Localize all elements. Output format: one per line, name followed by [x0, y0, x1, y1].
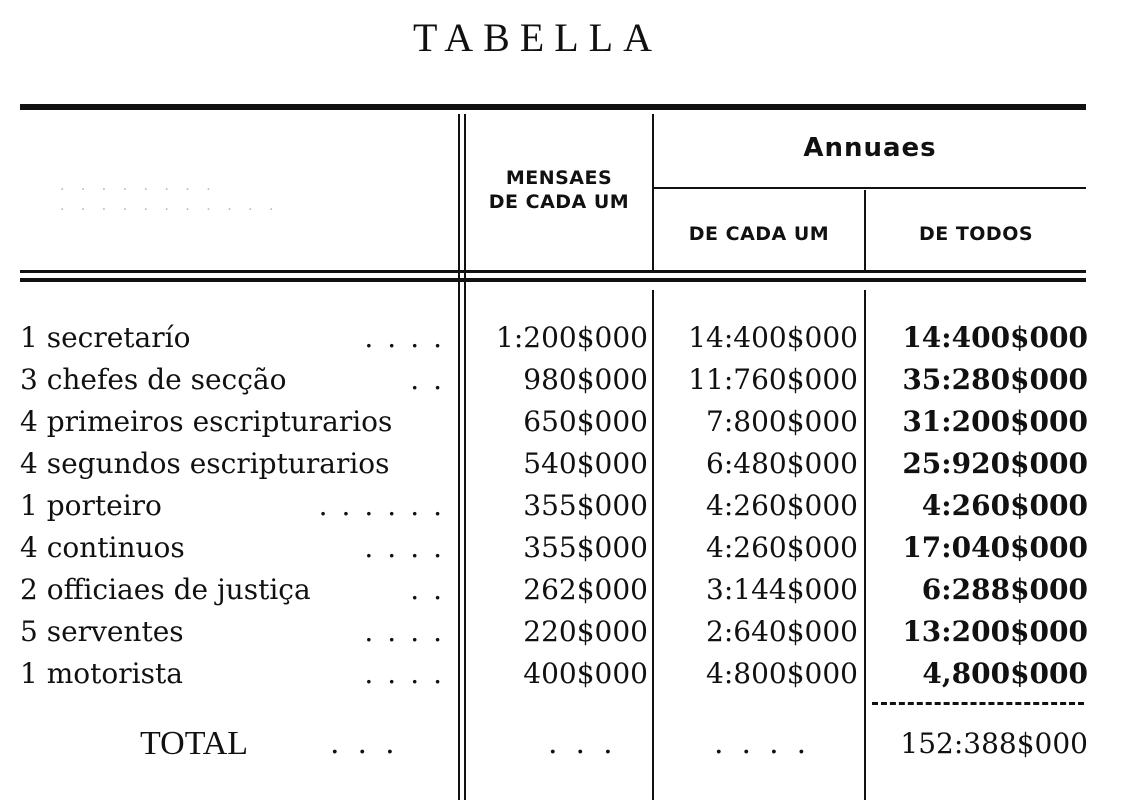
row-name-text: 1 porteiro — [20, 490, 162, 522]
annuaes-rule — [654, 187, 1086, 189]
row-mensal: 355$000 — [523, 490, 648, 522]
row-name — [20, 364, 456, 396]
row-annual-each: 11:760$000 — [688, 364, 858, 396]
row-mensal: 1:200$000 — [496, 322, 648, 354]
leader-dots: ...... — [318, 490, 456, 522]
row-name-text: 1 motorista — [20, 658, 183, 690]
row-name — [20, 490, 456, 522]
row-annual-all: 31:200$000 — [902, 406, 1088, 438]
table-row — [0, 616, 1133, 648]
leader-dots: .... — [364, 322, 456, 354]
row-name-text: 4 primeiros escripturarios — [20, 406, 393, 438]
row-annual-all: 17:040$000 — [902, 532, 1088, 564]
row-mensal: 540$000 — [523, 448, 648, 480]
row-annual-all: 13:200$000 — [902, 616, 1088, 648]
table-row — [0, 364, 1133, 396]
header-rule-2 — [20, 278, 1086, 282]
row-name — [20, 658, 456, 690]
row-mensal: 220$000 — [523, 616, 648, 648]
row-name-text: 3 chefes de secção — [20, 364, 287, 396]
total-leader-dots-annual: .... — [714, 726, 825, 761]
row-annual-all: 25:920$000 — [902, 448, 1088, 480]
row-annual-each: 4:800$000 — [706, 658, 858, 690]
table-row — [0, 574, 1133, 606]
row-annual-each: 6:480$000 — [706, 448, 858, 480]
row-mensal: 355$000 — [523, 532, 648, 564]
row-annual-all: 4:260$000 — [921, 490, 1088, 522]
row-annual-all: 6:288$000 — [921, 574, 1088, 606]
table-row — [0, 406, 1133, 438]
row-name — [20, 574, 456, 606]
leader-dots: .... — [364, 532, 456, 564]
total-leader-dots: ... — [330, 726, 413, 761]
table-row — [0, 490, 1133, 522]
row-annual-all: 14:400$000 — [902, 322, 1088, 354]
row-name — [20, 448, 456, 480]
header-mensaes-line2: DE CADA UM — [488, 191, 630, 213]
total-dashed-rule — [872, 702, 1084, 705]
table-row — [0, 322, 1133, 354]
row-annual-each: 4:260$000 — [706, 532, 858, 564]
row-name-text: 5 serventes — [20, 616, 184, 648]
header-mensaes-line1: MENSAES — [505, 167, 613, 189]
page-title: TABELLA — [413, 15, 662, 60]
row-name-text: 1 secretarío — [20, 322, 191, 354]
table-row — [0, 658, 1133, 690]
leader-dots: .. — [410, 364, 456, 396]
row-name-text: 2 officiaes de justiça — [20, 574, 311, 606]
row-mensal: 650$000 — [523, 406, 648, 438]
top-rule — [20, 104, 1086, 110]
row-name — [20, 322, 456, 354]
leader-dots: .... — [364, 616, 456, 648]
header-annuaes: Annuaes — [803, 133, 937, 163]
header-annual-each: DE CADA UM — [688, 223, 830, 245]
leader-dots: .... — [364, 658, 456, 690]
row-name — [20, 616, 456, 648]
total-label: TOTAL — [140, 725, 249, 762]
row-annual-each: 2:640$000 — [706, 616, 858, 648]
table-row — [0, 448, 1133, 480]
header-mensaes — [466, 166, 652, 214]
row-mensal: 400$000 — [523, 658, 648, 690]
row-annual-each: 7:800$000 — [706, 406, 858, 438]
table-row — [0, 532, 1133, 564]
row-mensal: 262$000 — [523, 574, 648, 606]
row-mensal: 980$000 — [523, 364, 648, 396]
faded-header-stamp: · · · · · · · · · · · · · · · · · · · — [60, 182, 280, 218]
row-annual-each: 14:400$000 — [688, 322, 858, 354]
row-annual-all: 35:280$000 — [902, 364, 1088, 396]
header-rule-1 — [20, 270, 1086, 273]
row-name — [20, 406, 456, 438]
total-value: 152:388$000 — [900, 727, 1088, 760]
row-name-text: 4 continuos — [20, 532, 185, 564]
row-annual-each: 4:260$000 — [706, 490, 858, 522]
row-name-text: 4 segundos escripturarios — [20, 448, 390, 480]
row-name — [20, 532, 456, 564]
leader-dots: .. — [410, 574, 456, 606]
total-leader-dots-mensal: ... — [548, 726, 631, 761]
header-annual-all: DE TODOS — [918, 223, 1034, 245]
row-annual-each: 3:144$000 — [706, 574, 858, 606]
row-annual-all: 4,800$000 — [922, 658, 1088, 690]
